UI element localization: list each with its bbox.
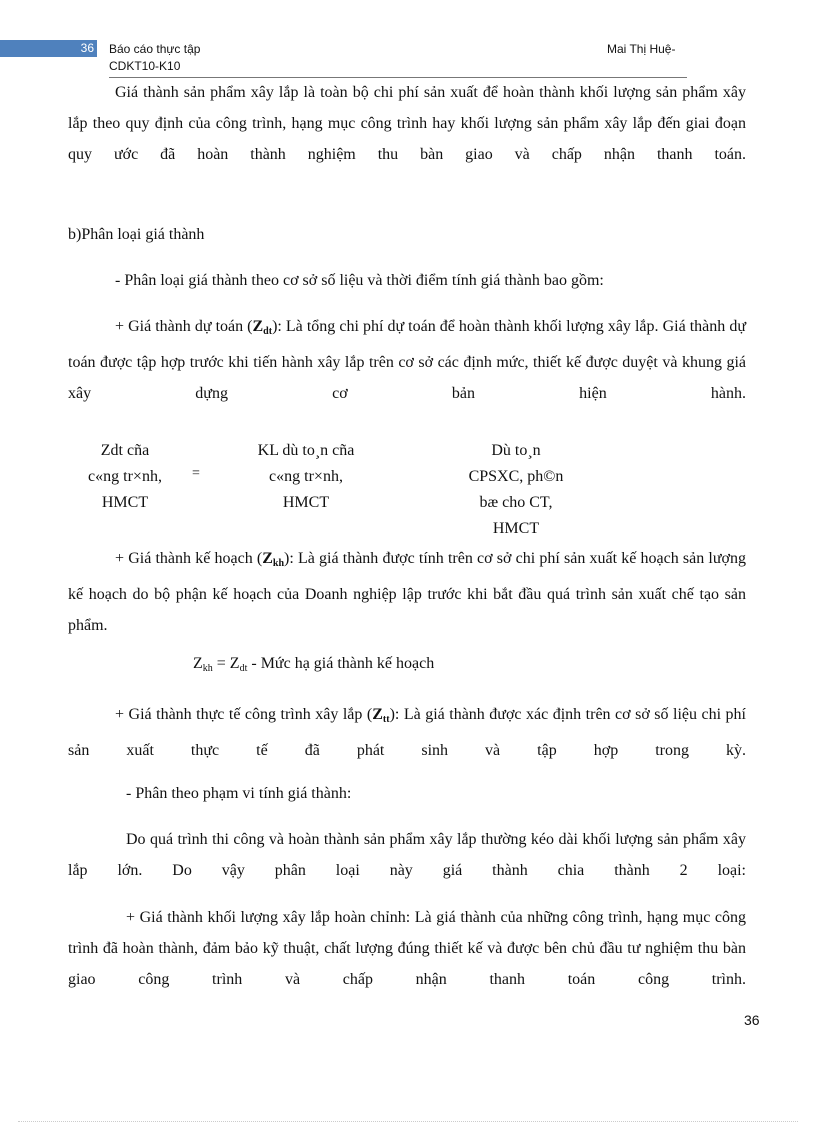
ztt-lead: + Giá thành thực tế công trình xây lắp ( xyxy=(115,706,373,723)
formula-equals-sign: = xyxy=(192,466,200,481)
planned-cost-formula: $Z_{kh} = Z_{dt}$ - Mức hạ giá thành kế hoạch xyxy=(193,655,435,674)
formula-left-term: Zdt cña c«ng tr×nh, HMCT xyxy=(88,442,162,511)
header-title: Báo cáo thực tập xyxy=(109,42,201,56)
section-heading-b: b)Phân loại giá thành xyxy=(68,226,205,243)
paragraph-completed-volume-cost: + Giá thành khối lượng xây lắp hoàn chỉnh: Là giá thành của những công trình, hạng mục công trình đã hoàn thành, đảm bảo kỹ thuật, chất lượng đúng thiết kế và được bên chủ đầu tư nghiệm thu bàn giao công trình và chấp nhận thanh toán công trình. xyxy=(68,909,746,988)
ztt-symbol: $Z_{tt}$ xyxy=(372,706,390,725)
paragraph-actual-cost xyxy=(68,699,746,766)
header-page-number: 36 xyxy=(80,41,94,55)
bullet-scope-classification: - Phân theo phạm vi tính giá thành: xyxy=(126,785,352,802)
paragraph-planned-cost xyxy=(68,543,746,641)
header-author: Mai Thị Huệ- xyxy=(607,42,676,56)
formula-middle-term: KL dù to¸n cña c«ng tr×nh, HMCT xyxy=(257,442,355,511)
zdt-lead: + Giá thành dự toán ( xyxy=(115,318,253,335)
paragraph-scope-intro: Do quá trình thi công và hoàn thành sản phẩm xây lắp thường kéo dài khối lượng sản phẩm xây lắp lớn. Do vậy phân loại này giá thành chia thành 2 loại: xyxy=(68,831,746,879)
ztt-rest: ): Là giá thành được xác định trên cơ sở số liệu chi phí sản xuất thực tế đã phát sinh và tập hợp trong kỳ. xyxy=(68,706,746,759)
zdt-symbol: $Z_{dt}$ xyxy=(252,318,273,337)
page-bottom-dotted-line xyxy=(18,1121,798,1122)
formula-right-term: Dù to¸n CPSXC, ph©n bæ cho CT, HMCT xyxy=(468,442,564,537)
footer-page-number: 36 xyxy=(744,1012,760,1028)
header-code: CDKT10-K10 xyxy=(109,59,181,73)
zkh-rest: ): Là giá thành được tính trên cơ sở chi phí sản xuất kế hoạch sản lượng kế hoạch do bộ phận kế hoạch của Doanh nghiệp lập trước khi bắt đầu quá trình sản xuất chế tạo sản phẩm. xyxy=(68,550,746,634)
zkh-lead: + Giá thành kế hoạch ( xyxy=(115,550,263,567)
paragraph-estimated-cost xyxy=(68,311,746,409)
bullet-classification-basis: - Phân loại giá thành theo cơ sở số liệu và thời điểm tính giá thành bao gồm: xyxy=(115,272,604,289)
zdt-rest: ): Là tổng chi phí dự toán để hoàn thành khối lượng xây lắp. Giá thành dự toán được tập hợp trước khi tiến hành xây lắp trên cơ sở các định mức, thiết kế được duyệt và khung giá xây dựng cơ bản hiện hành. xyxy=(68,318,747,402)
zkh-symbol: $Z_{kh}$ xyxy=(262,550,285,569)
paragraph-definition: Giá thành sản phẩm xây lắp là toàn bộ chi phí sản xuất để hoàn thành khối lượng sản phẩm xây lắp theo quy định của công trình, hạng mục công trình hay khối lượng sản phẩm xây lắp đến giai đoạn quy ước đã hoàn thành nghiệm thu bàn giao và chấp nhận thanh toán. xyxy=(68,84,746,163)
